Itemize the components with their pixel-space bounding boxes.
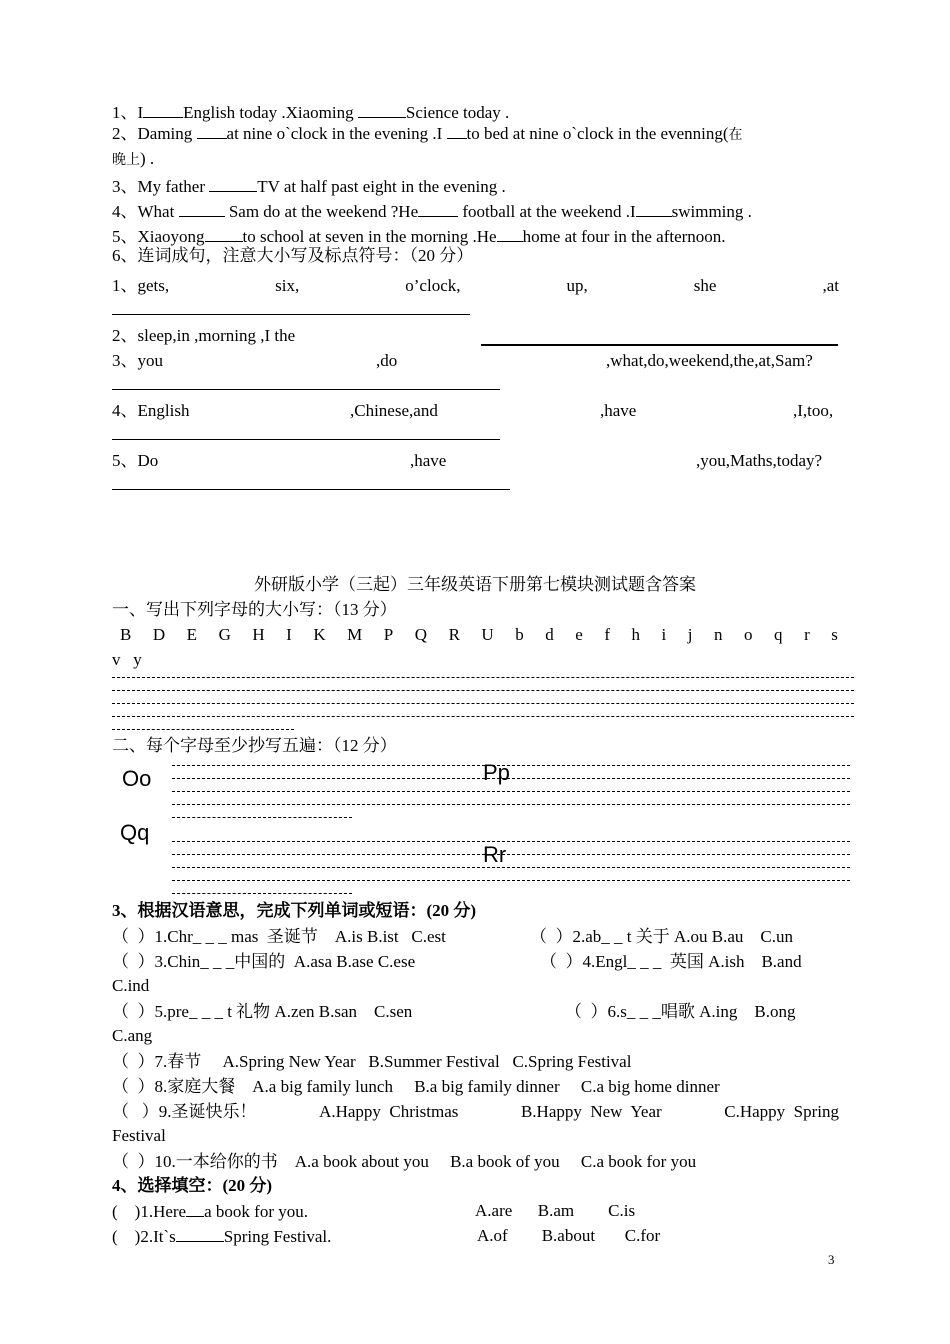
p4-q2: ( )2.It`s Spring Festival.	[112, 1227, 332, 1246]
p3-item-5: （ ）5.pre_ _ _ t 礼物 A.zen B.san C.sen	[112, 1002, 413, 1021]
sentence-4-a: 4、English	[112, 401, 190, 420]
p3-item-2: （ ）2.ab_ _ t 关于 A.ou B.au C.un	[530, 927, 794, 946]
p3-item-9: （ ）9.圣诞快乐！ A.Happy Christmas B.Happy New Year C.Happy Spring	[112, 1102, 839, 1121]
p4-q1-options: A.are B.am C.is	[475, 1201, 636, 1220]
part4-heading: 4、选择填空：(20 分)	[112, 1176, 273, 1195]
copy-dash-9	[172, 880, 850, 881]
q1-line: 1、I English today .Xiaoming Science today .	[112, 103, 510, 122]
copy-dash-4	[172, 804, 850, 805]
q4-line: 4、What Sam do at the weekend ?He football at the weekend .I swimming .	[112, 202, 752, 221]
sentence-5-a: 5、Do	[112, 451, 159, 470]
letter-qq: Qq	[120, 820, 150, 845]
q3-line: 3、My father TV at half past eight in the evening .	[112, 177, 506, 196]
p3-item-8: （ ）8.家庭大餐 A.a big family lunch B.a big family dinner C.a big home dinner	[112, 1077, 720, 1096]
sentence-1: 1、gets, six, o’clock, up, she ,at	[112, 276, 839, 295]
page-number: 3	[828, 1252, 835, 1267]
writing-dash-2	[112, 690, 854, 691]
p3-item-6-cont: C.ang	[112, 1026, 153, 1045]
p3-item-10: （ ）10.一本给你的书 A.a book about you B.a book of you C.a book for you	[112, 1152, 697, 1171]
letter-pp: Pp	[483, 760, 510, 785]
copy-dash-6	[172, 841, 850, 842]
sentence-2: 2、sleep,in ,morning ,I the	[112, 326, 296, 345]
sentence-3-b: ,do	[376, 351, 398, 370]
copy-dash-1	[172, 765, 850, 766]
letters-row-2: v y	[112, 650, 142, 669]
sentence-3-c: ,what,do,weekend,the,at,Sam?	[606, 351, 813, 370]
p4-q2-options: A.of B.about C.for	[477, 1226, 661, 1245]
sentence-4-c: ,have	[600, 401, 637, 420]
q2-line: 2、Daming at nine o`clock in the evening .I to bed at nine o`clock in the evenning(在	[112, 124, 743, 143]
sentence-5-c: ,you,Maths,today?	[696, 451, 823, 470]
q5-line: 5、Xiaoyong to school at seven in the morning .He home at four in the afternoon.	[112, 227, 726, 246]
answer-line-3	[112, 389, 500, 390]
p3-item-6: （ ）6.s_ _ _唱歌 A.ing B.ong	[565, 1002, 796, 1021]
p3-item-9-cont: Festival	[112, 1126, 166, 1145]
sentence-5-b: ,have	[410, 451, 447, 470]
p4-q1: ( )1.Here a book for you.	[112, 1202, 308, 1221]
answer-line-5	[112, 489, 510, 490]
sentence-4-b: ,Chinese,and	[350, 401, 438, 420]
answer-line-1	[112, 314, 470, 315]
section6-heading: 6、连词成句，注意大小写及标点符号：（20 分）	[112, 246, 474, 265]
letter-oo: Oo	[122, 766, 152, 791]
letters-row: B D E G H I K M P Q R U b d e f h i j n o q r s	[120, 625, 838, 644]
p3-item-4: （ ）4.Engl_ _ _ 英国 A.ish B.and	[540, 952, 802, 971]
copy-dash-5	[172, 817, 352, 818]
page-title: 外研版小学（三起）三年级英语下册第七模块测试题含答案	[254, 575, 696, 594]
copy-dash-3	[172, 791, 850, 792]
copy-dash-7	[172, 854, 850, 855]
writing-dash-5	[112, 729, 294, 730]
letter-rr: Rr	[483, 842, 507, 867]
part3-heading: 3、根据汉语意思，完成下列单词或短语：(20 分)	[112, 901, 477, 920]
p3-item-4-cont: C.ind	[112, 976, 150, 995]
copy-dash-8	[172, 867, 850, 868]
writing-dash-3	[112, 703, 854, 704]
answer-line-2	[481, 344, 838, 346]
p3-item-3: （ ）3.Chin_ _ _中国的 A.asa B.ase C.ese	[112, 952, 416, 971]
part1-heading: 一、写出下列字母的大小写：（13 分）	[112, 600, 397, 619]
p3-item-7: （ ）7.春节 A.Spring New Year B.Summer Festival C.Spring Festival	[112, 1052, 632, 1071]
copy-dash-10	[172, 893, 352, 894]
sentence-3-a: 3、you	[112, 351, 163, 370]
writing-dash-1	[112, 677, 854, 678]
q2-line-cont: 晚上) .	[112, 149, 155, 168]
part2-heading: 二、每个字母至少抄写五遍：（12 分）	[112, 736, 397, 755]
copy-dash-2	[172, 778, 850, 779]
p3-item-1: （ ）1.Chr_ _ _ mas 圣诞节 A.is B.ist C.est	[112, 927, 446, 946]
sentence-4-d: ,I,too,	[793, 401, 834, 420]
writing-dash-4	[112, 716, 854, 717]
answer-line-4	[112, 439, 500, 440]
